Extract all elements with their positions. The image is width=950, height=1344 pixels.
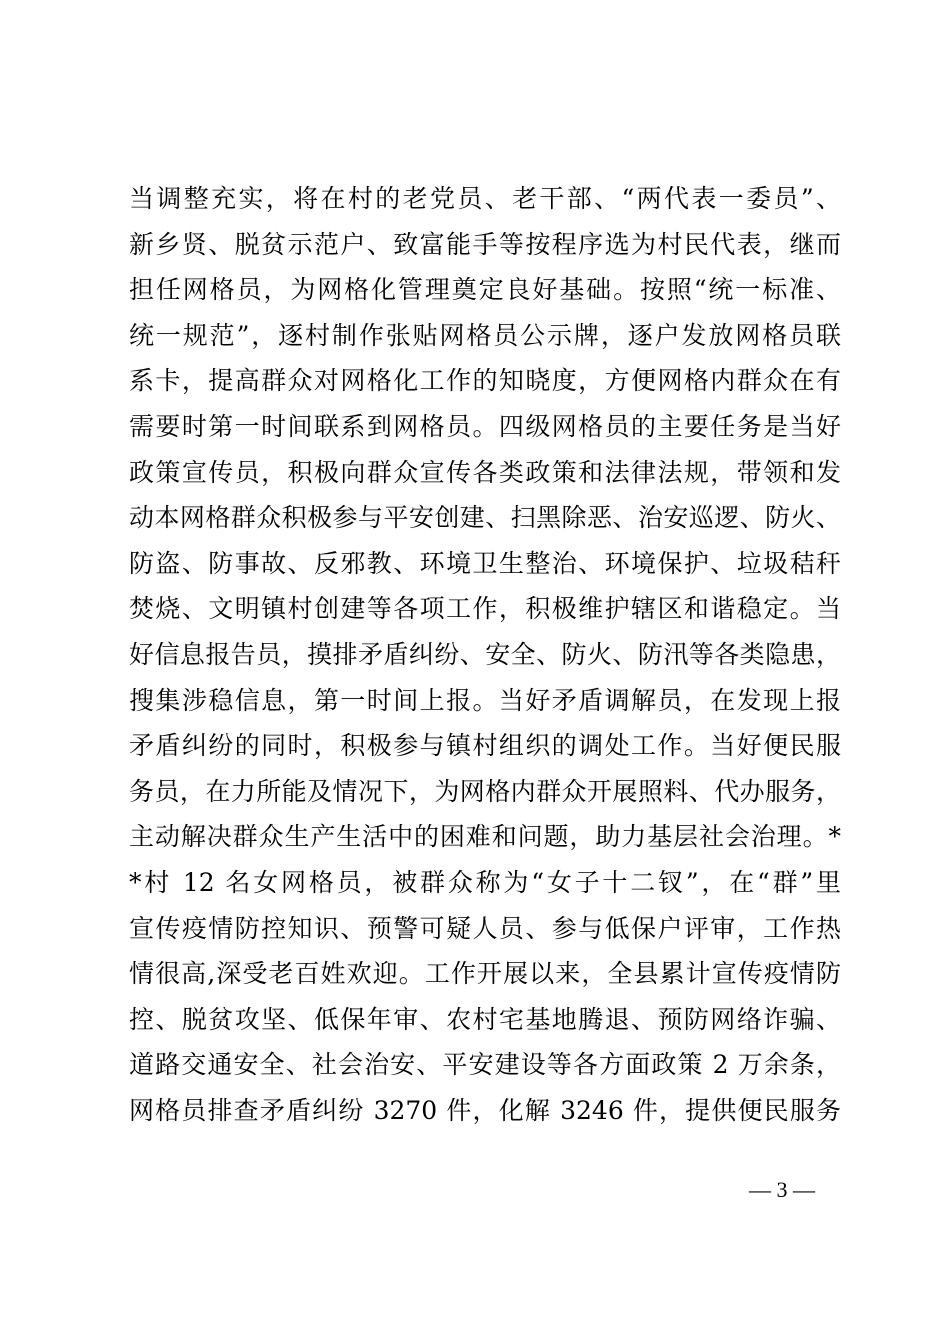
text-line-4: 统一规范”，逐村制作张贴网格员公示牌，逐户发放网格员联 [129, 320, 841, 350]
text-line-7: 政策宣传员，积极向群众宣传各类政策和法律法规，带领和发 [129, 457, 841, 487]
text-line-1: 当调整充实，将在村的老党员、老干部、“两代表一委员”、 [129, 184, 841, 213]
text-line-3: 担任网格员，为网格化管理奠定良好基础。按照“统一标准、 [129, 275, 841, 305]
text-line-11: 好信息报告员，摸排矛盾纠纷、安全、防火、防汛等各类隐患， [129, 639, 841, 669]
page-number: — 3 — [749, 1177, 815, 1202]
text-line-2: 新乡贤、脱贫示范户、致富能手等按程序选为村民代表，继而 [129, 229, 841, 259]
body-text [129, 176, 841, 1133]
text-line-13: 矛盾纠纷的同时，积极参与镇村组织的调处工作。当好便民服 [129, 731, 841, 761]
text-line-14: 务员，在力所能及情况下，为网格内群众开展照料、代办服务， [129, 776, 841, 806]
text-line-15: 主动解决群众生产生活中的困难和问题，助力基层社会治理。* [129, 822, 841, 852]
text-line-12: 搜集涉稳信息，第一时间上报。当好矛盾调解员，在发现上报 [129, 685, 841, 715]
text-line-8: 动本网格群众积极参与平安创建、扫黑除恶、治安巡逻、防火、 [129, 503, 841, 533]
text-line-6: 需要时第一时间联系到网格员。四级网格员的主要任务是当好 [129, 411, 841, 441]
text-line-18: 情很高,深受老百姓欢迎。工作开展以来，全县累计宣传疫情防 [129, 959, 841, 989]
text-line-9: 防盗、防事故、反邪教、环境卫生整治、环境保护、垃圾秸秆 [129, 548, 841, 578]
text-line-17: 宣传疫情防控知识、预警可疑人员、参与低保户评审，工作热 [129, 913, 841, 943]
text-line-20: 道路交通安全、社会治安、平安建设等各方面政策 2 万余条， [129, 1050, 841, 1080]
text-line-5: 系卡，提高群众对网格化工作的知晓度，方便网格内群众在有 [129, 366, 841, 396]
text-line-19: 控、脱贫攻坚、低保年审、农村宅基地腾退、预防网络诈骗、 [129, 1004, 841, 1034]
text-line-16: *村 12 名女网格员，被群众称为“女子十二钗”，在“群”里 [129, 867, 841, 897]
text-line-21: 网格员排查矛盾纠纷 3270 件，化解 3246 件，提供便民服务 [129, 1095, 841, 1125]
text-line-10: 焚烧、文明镇村创建等各项工作，积极维护辖区和谐稳定。当 [129, 594, 841, 624]
